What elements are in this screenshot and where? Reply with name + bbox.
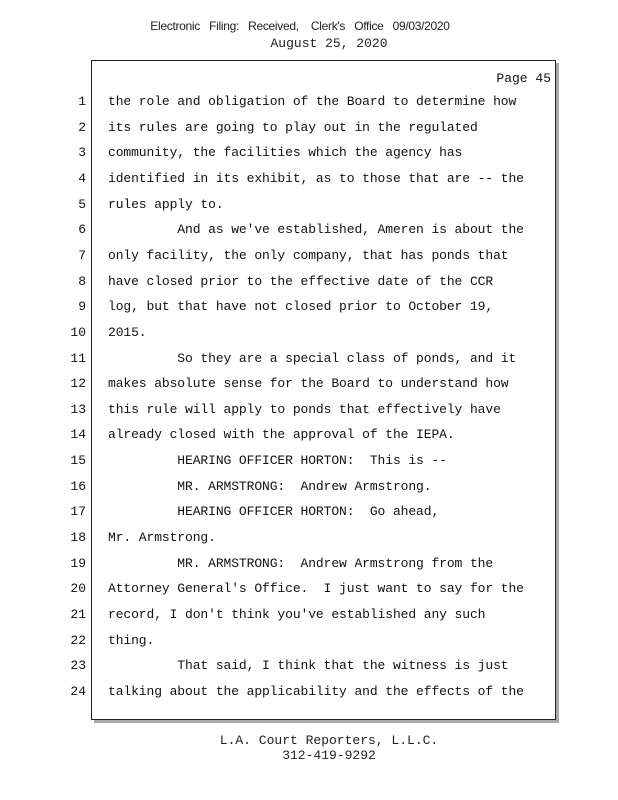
line-number: 22: [70, 633, 86, 648]
line-number: 13: [70, 402, 86, 417]
line-number: 2: [78, 120, 86, 135]
line-number: 15: [70, 453, 86, 468]
transcript-line-text: thing.: [108, 633, 155, 648]
transcript-line-text: MR. ARMSTRONG: Andrew Armstrong.: [108, 479, 432, 494]
transcript-line-text: log, but that have not closed prior to October 19,: [108, 299, 494, 314]
transcript-line-text: HEARING OFFICER HORTON: Go ahead,: [108, 504, 440, 519]
line-number: 23: [70, 658, 86, 673]
line-number: 20: [70, 581, 86, 596]
transcript-line-text: the role and obligation of the Board to determine how: [108, 94, 517, 109]
line-number: 1: [78, 94, 86, 109]
transcript-line-text: rules apply to.: [108, 197, 224, 212]
transcript-line-text: its rules are going to play out in the regulated: [108, 120, 478, 135]
transcript-line-text: makes absolute sense for the Board to understand how: [108, 376, 509, 391]
line-number: 14: [70, 427, 86, 442]
transcript-line-text: That said, I think that the witness is just: [108, 658, 509, 673]
transcript-line-text: 2015.: [108, 325, 147, 340]
line-number: 18: [70, 530, 86, 545]
transcript-line-text: MR. ARMSTRONG: Andrew Armstrong from the: [108, 556, 494, 571]
transcript-line-text: talking about the applicability and the effects of the: [108, 684, 524, 699]
transcript-line-text: already closed with the approval of the IEPA.: [108, 427, 455, 442]
line-number: 24: [70, 684, 86, 699]
transcript-line-text: have closed prior to the effective date of the CCR: [108, 274, 494, 289]
electronic-filing-stamp: Electronic Filing: Received, Clerk's Office 09/03/2020: [150, 19, 450, 33]
line-number: 11: [70, 351, 86, 366]
line-number: 6: [78, 222, 86, 237]
page-number: Page 45: [496, 71, 551, 86]
transcript-line-text: HEARING OFFICER HORTON: This is --: [108, 453, 447, 468]
line-number: 9: [78, 299, 86, 314]
line-number: 7: [78, 248, 86, 263]
line-number: 4: [78, 171, 86, 186]
transcript-line-text: So they are a special class of ponds, and it: [108, 351, 517, 366]
header-date: August 25, 2020: [270, 36, 388, 51]
line-number: 5: [78, 197, 86, 212]
transcript-line-text: this rule will apply to ponds that effectively have: [108, 402, 501, 417]
line-number: 3: [78, 145, 86, 160]
line-number: 16: [70, 479, 86, 494]
transcript-line-text: And as we've established, Ameren is about the: [108, 222, 524, 237]
footer-company: L.A. Court Reporters, L.L.C.: [219, 733, 439, 748]
transcript-line-text: identified in its exhibit, as to those that are -- the: [108, 171, 524, 186]
line-number: 21: [70, 607, 86, 622]
transcript-line-text: Mr. Armstrong.: [108, 530, 216, 545]
line-number: 10: [70, 325, 86, 340]
line-number: 8: [78, 274, 86, 289]
transcript-line-text: only facility, the only company, that has ponds that: [108, 248, 509, 263]
transcript-line-text: Attorney General's Office. I just want to say for the: [108, 581, 524, 596]
line-number: 12: [70, 376, 86, 391]
transcript-line-text: community, the facilities which the agency has: [108, 145, 463, 160]
transcript-line-text: record, I don't think you've established any such: [108, 607, 486, 622]
line-number: 17: [70, 504, 86, 519]
line-number: 19: [70, 556, 86, 571]
footer-phone: 312-419-9292: [282, 748, 376, 763]
